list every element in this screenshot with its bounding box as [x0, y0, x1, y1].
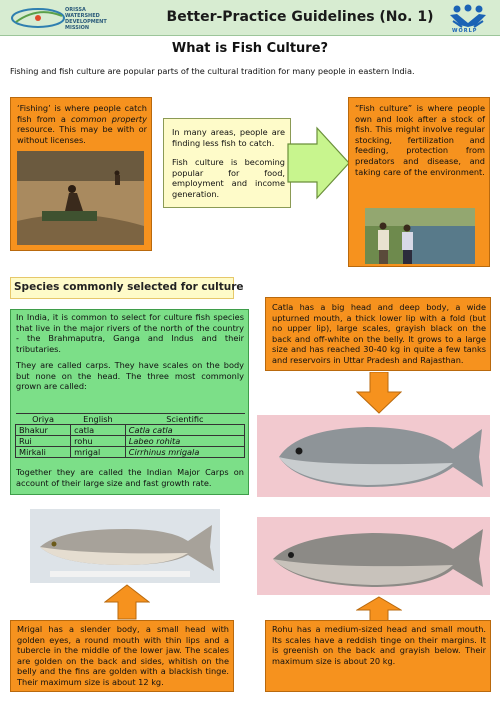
catla-photo: [257, 415, 490, 497]
info-para-2: Fish culture is becoming popular for food, employment and income generation.: [172, 157, 285, 199]
catla-box: [265, 297, 491, 371]
species-para-3: Together they are called the Indian Major Carps on account of their large size and fast growth rate.: [16, 467, 244, 488]
fishing-text-part: ‘Fishing’ is where people catch fish from a: [17, 103, 147, 124]
owdm-logo-text: ORISSA WATERSHED DEVELOPMENT MISSION: [65, 7, 107, 31]
fishing-text-part: resource. This may be with or without licenses.: [17, 124, 147, 145]
worlp-logo-text: WORLP: [452, 28, 478, 34]
rohu-photo: [257, 517, 490, 595]
table-header: Oriya: [16, 414, 71, 425]
table-cell: catla: [71, 425, 126, 436]
table-row: [16, 425, 245, 436]
mrigal-photo: [30, 509, 220, 583]
species-para-2: They are called carps. They have scales on the body but none on the head. The three most commonly grown are called:: [16, 360, 244, 392]
down-arrow-icon: [356, 372, 402, 414]
info-box: [163, 118, 291, 208]
fishing-text: [17, 103, 147, 145]
page-header-title: Better-Practice Guidelines (No. 1): [166, 9, 434, 25]
page-title: What is Fish Culture?: [171, 41, 329, 56]
species-table: [15, 413, 245, 458]
rohu-text: Rohu has a medium-sized head and small mouth. Its scales have a reddish tinge on their margins. It is greenish on the back and grayish below. Their maximum size is about 20 kg.: [272, 624, 486, 666]
table-cell: rohu: [71, 436, 126, 447]
table-cell: mrigal: [71, 447, 126, 458]
table-cell: Labeo rohita: [125, 436, 244, 447]
right-arrow-icon: [287, 126, 351, 200]
info-box-text: [172, 127, 285, 200]
table-cell: Cirrhinus mrigala: [125, 447, 244, 458]
table-cell: Catla catla: [125, 425, 244, 436]
fishing-text-emphasis: common property: [71, 113, 147, 124]
mrigal-text: Mrigal has a slender body, a small head with golden eyes, a round mouth with thin lips and a tubercle in the middle of the lower jaw. The scales are golden on the back and sides, whitish on the belly and the fins are golden with a blackish tinge. Their maximum size is about 12 kg.: [17, 624, 229, 687]
table-cell: Mirkali: [16, 447, 71, 458]
table-row: [16, 436, 245, 447]
up-arrow-icon: [356, 596, 402, 622]
intro-text: Fishing and fish culture are popular parts of the cultural tradition for many people in eastern India.: [10, 66, 415, 76]
fishing-photo: [17, 151, 144, 245]
table-header: English: [71, 414, 126, 425]
up-arrow-icon: [104, 584, 150, 620]
info-para-1: In many areas, people are finding less fish to catch.: [172, 127, 285, 148]
species-para-1: In India, it is common to select for culture fish species that live in the major rivers of the north of the country - the Brahmaputra, Ganga and Indus and their tributaries.: [16, 312, 244, 354]
table-header: Scientific: [125, 414, 244, 425]
rohu-box: [265, 620, 491, 692]
table-header-row: [16, 414, 245, 425]
catla-text: Catla has a big head and deep body, a wide upturned mouth, a thick lower lip with a fold (but no upper lip), large scales, grayish black on the back and off-white on the belly. It grows to a large size and has reached 30-40 kg in quite a few tanks and reservoirs in Uttar Pradesh and Rajasthan.: [272, 302, 486, 365]
fish-culture-text: “Fish culture” is where people own and look after a stock of fish. This might involve regular stocking, fertilization and feeding, protection from predators and disease, and taking care of the environment.: [355, 103, 485, 177]
species-heading: Species commonly selected for culture: [14, 281, 244, 293]
mrigal-box: [10, 620, 234, 692]
table-cell: Rui: [16, 436, 71, 447]
fish-culture-photo: [365, 208, 475, 264]
table-row: [16, 447, 245, 458]
table-cell: Bhakur: [16, 425, 71, 436]
